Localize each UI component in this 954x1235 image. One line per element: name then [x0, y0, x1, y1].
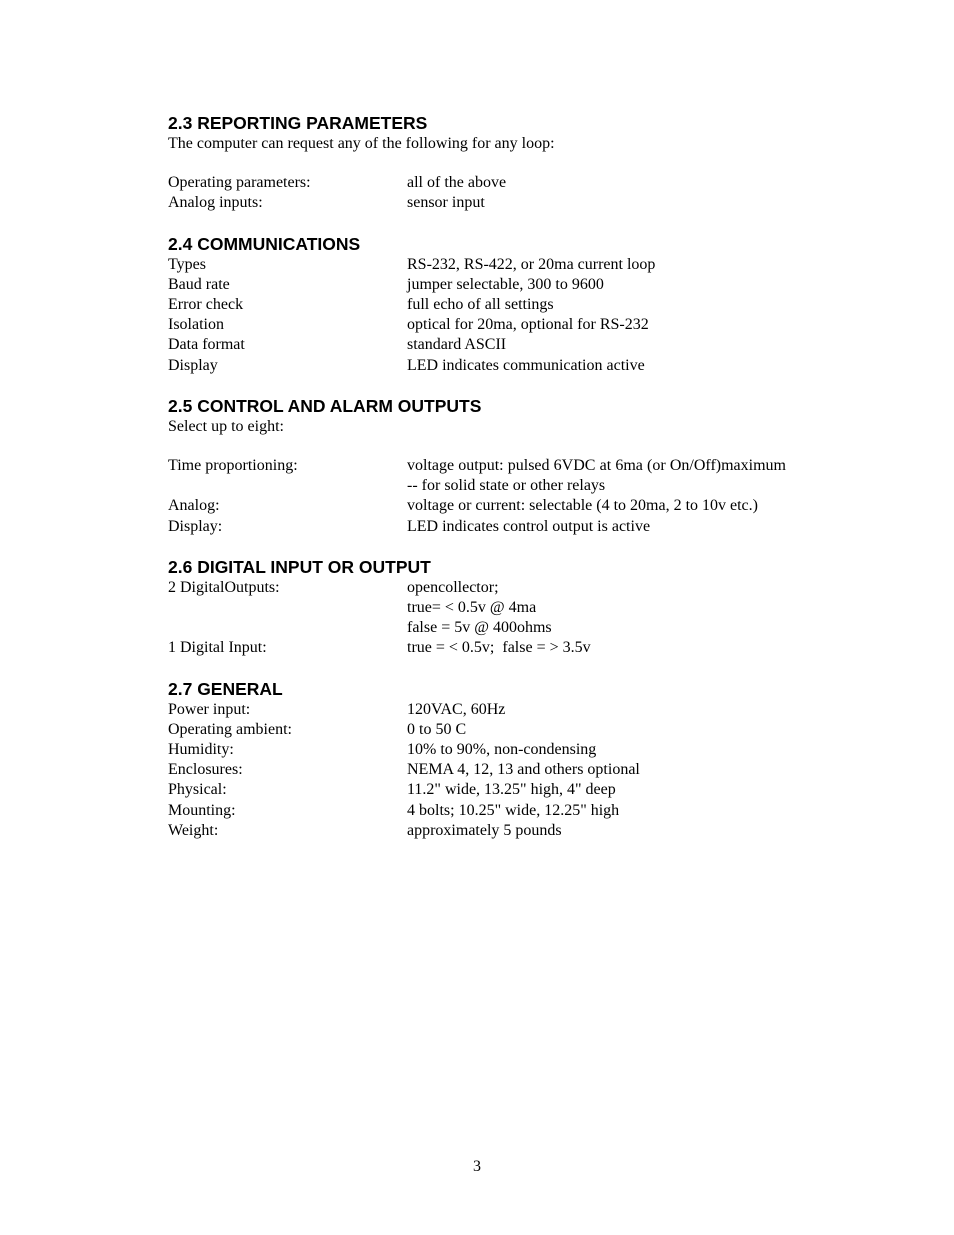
spec-label: Enclosures:	[168, 761, 243, 779]
spec-label: Error check	[168, 296, 244, 314]
section-spacer	[168, 214, 786, 233]
spec-value: voltage output: pulsed 6VDC at 6ma (or On/Off)maximum -- for solid state or other relays	[407, 457, 786, 495]
section-spacer	[168, 659, 786, 678]
spec-row	[168, 315, 786, 335]
document-body	[168, 112, 786, 841]
spec-row	[168, 496, 786, 516]
spec-label: 1 Digital Input:	[168, 639, 267, 657]
spec-value: RS-232, RS-422, or 20ma current loop	[407, 255, 656, 273]
spec-value: standard ASCII	[407, 336, 507, 354]
spec-label: 2 DigitalOutputs:	[168, 578, 280, 596]
spec-value: approximately 5 pounds	[407, 821, 562, 839]
spec-row	[168, 638, 786, 658]
section-intro: Select up to eight:	[168, 417, 284, 435]
spec-row	[168, 700, 786, 720]
spec-value: all of the above	[407, 174, 507, 192]
section-heading: 2.5 CONTROL AND ALARM OUTPUTS	[168, 395, 482, 416]
spec-label: Operating ambient:	[168, 720, 292, 738]
spec-label: Analog:	[168, 497, 220, 515]
spec-label: Isolation	[168, 316, 224, 334]
section-intro: The computer can request any of the following for any loop:	[168, 135, 555, 152]
spec-value: NEMA 4, 12, 13 and others optional	[407, 761, 640, 779]
spec-label: Power input:	[168, 700, 251, 718]
section-digital-io	[168, 556, 786, 659]
section-spacer	[168, 376, 786, 395]
spec-row	[168, 193, 786, 213]
spec-value: jumper selectable, 300 to 9600	[407, 275, 604, 293]
spec-value: 10% to 90%, non-condensing	[407, 741, 597, 759]
spec-value: LED indicates communication active	[407, 356, 645, 374]
spec-value-line: opencollector;	[407, 578, 499, 596]
spec-value: LED indicates control output is active	[407, 517, 651, 535]
section-spacer	[168, 537, 786, 556]
spec-label: Weight:	[168, 821, 219, 839]
spec-row	[168, 517, 786, 537]
spec-value: 4 bolts; 10.25" wide, 12.25" high	[407, 801, 620, 819]
spec-row	[168, 720, 786, 740]
spec-label: Time proportioning:	[168, 457, 298, 475]
spec-row	[168, 456, 786, 496]
spec-value-line: true= < 0.5v @ 4ma	[407, 599, 537, 617]
spec-value: full echo of all settings	[407, 296, 554, 314]
section-general	[168, 678, 786, 841]
spec-value: sensor input	[407, 194, 485, 212]
spec-label: Physical:	[168, 781, 227, 799]
spec-label: Humidity:	[168, 741, 234, 759]
spec-label: Analog inputs:	[168, 194, 263, 212]
spec-value	[407, 578, 786, 639]
spec-row	[168, 821, 786, 841]
spec-row	[168, 255, 786, 275]
spec-row	[168, 578, 786, 639]
spec-label: Display	[168, 356, 218, 374]
spec-value-line: false = 5v @ 400ohms	[407, 619, 552, 637]
spec-row	[168, 173, 786, 193]
spec-value: 120VAC, 60Hz	[407, 700, 506, 718]
section-heading: 2.3 REPORTING PARAMETERS	[168, 113, 428, 133]
section-heading: 2.6 DIGITAL INPUT OR OUTPUT	[168, 556, 431, 577]
section-heading: 2.7 GENERAL	[168, 678, 283, 699]
spec-row	[168, 740, 786, 760]
section-communications	[168, 233, 786, 376]
spec-label: Mounting:	[168, 801, 236, 819]
spec-value: 11.2" wide, 13.25" high, 4" deep	[407, 781, 616, 799]
spec-label: Operating parameters:	[168, 174, 311, 192]
spec-row	[168, 760, 786, 780]
spec-label: Data format	[168, 336, 245, 354]
spec-value: true = < 0.5v; false = > 3.5v	[407, 639, 591, 657]
page-number: 3	[473, 1158, 481, 1175]
spec-value: 0 to 50 C	[407, 720, 467, 738]
spec-label: Types	[168, 255, 206, 273]
section-reporting-parameters	[168, 112, 786, 214]
blank-line	[168, 154, 786, 173]
spec-label: Baud rate	[168, 275, 230, 293]
spec-value: optical for 20ma, optional for RS-232	[407, 316, 649, 334]
spec-row	[168, 275, 786, 295]
blank-line	[168, 437, 786, 456]
spec-value: voltage or current: selectable (4 to 20ma, 2 to 10v etc.)	[407, 497, 758, 515]
section-heading: 2.4 COMMUNICATIONS	[168, 233, 361, 254]
spec-row	[168, 295, 786, 315]
spec-row	[168, 780, 786, 800]
spec-label: Display:	[168, 517, 223, 535]
spec-row	[168, 335, 786, 355]
section-control-alarm-outputs	[168, 395, 786, 537]
spec-row	[168, 801, 786, 821]
spec-row	[168, 356, 786, 376]
